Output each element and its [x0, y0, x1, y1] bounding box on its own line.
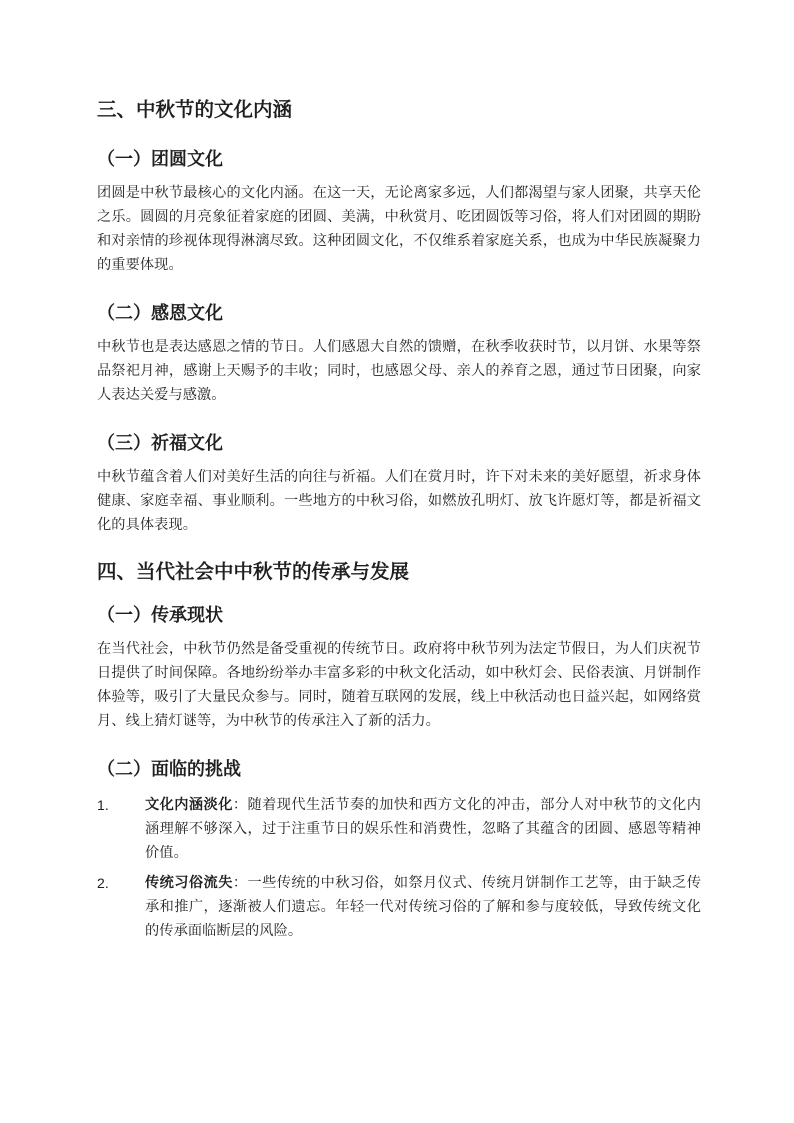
paragraph: 在当代社会，中秋节仍然是备受重视的传统节日。政府将中秋节列为法定节假日，为人们庆祝节日提供了时间保障。各地纷纷举办丰富多彩的中秋文化活动，如中秋灯会、民俗表演、月饼制作体验等，吸引了大量民众参与。同时，随着互联网的发展，线上中秋活动也日益兴起，如网络赏月、线上猜灯谜等，为中秋节的传承注入了新的活力。 [97, 641, 701, 729]
subsection-heading: （一）团圆文化 [97, 149, 223, 170]
list-item-term: 传统习俗流失 [145, 875, 233, 891]
list-item-number: 1. [97, 797, 109, 813]
subsection-heading: （二）面临的挑战 [97, 759, 241, 780]
list-item-text: ：随着现代生活节奏的加快和西方文化的冲击，部分人对中秋节的文化内涵理解不够深入，过于注重节日的娱乐性和消费性，忽略了其蕴含的团圆、感恩等精神价值。 [145, 797, 701, 861]
paragraph: 团圆是中秋节最核心的文化内涵。在这一天，无论离家多远，人们都渴望与家人团聚，共享天伦之乐。圆圆的月亮象征着家庭的团圆、美满，中秋赏月、吃团圆饭等习俗，将人们对团圆的期盼和对亲情的珍视体现得淋漓尽致。这种团圆文化，不仅维系着家庭关系，也成为中华民族凝聚力的重要体现。 [97, 185, 701, 273]
numbered-list [97, 793, 701, 943]
section-heading: 三、中秋节的文化内涵 [97, 98, 293, 121]
subsection-heading: （三）祈福文化 [97, 433, 223, 454]
list-item-term: 文化内涵淡化 [145, 797, 233, 813]
list-item [97, 793, 701, 865]
section-heading: 四、当代社会中中秋节的传承与发展 [97, 560, 410, 583]
list-item [97, 871, 701, 943]
document-body [97, 93, 701, 943]
paragraph: 中秋节蕴含着人们对美好生活的向往与祈福。人们在赏月时，许下对未来的美好愿望，祈求身体健康、家庭幸福、事业顺利。一些地方的中秋习俗，如燃放孔明灯、放飞许愿灯等，都是祈福文化的具体表现。 [97, 469, 701, 533]
list-item-number: 2. [97, 875, 109, 891]
subsection-heading: （一）传承现状 [97, 605, 223, 626]
paragraph: 中秋节也是表达感恩之情的节日。人们感恩大自然的馈赠，在秋季收获时节，以月饼、水果等祭品祭祀月神，感谢上天赐予的丰收；同时，也感恩父母、亲人的养育之恩，通过节日团聚，向家人表达关爱与感激。 [97, 339, 701, 403]
subsection-heading: （二）感恩文化 [97, 303, 223, 324]
list-item-text: ：一些传统的中秋习俗，如祭月仪式、传统月饼制作工艺等，由于缺乏传承和推广，逐渐被人们遗忘。年轻一代对传统习俗的了解和参与度较低，导致传统文化的传承面临断层的风险。 [145, 875, 701, 939]
